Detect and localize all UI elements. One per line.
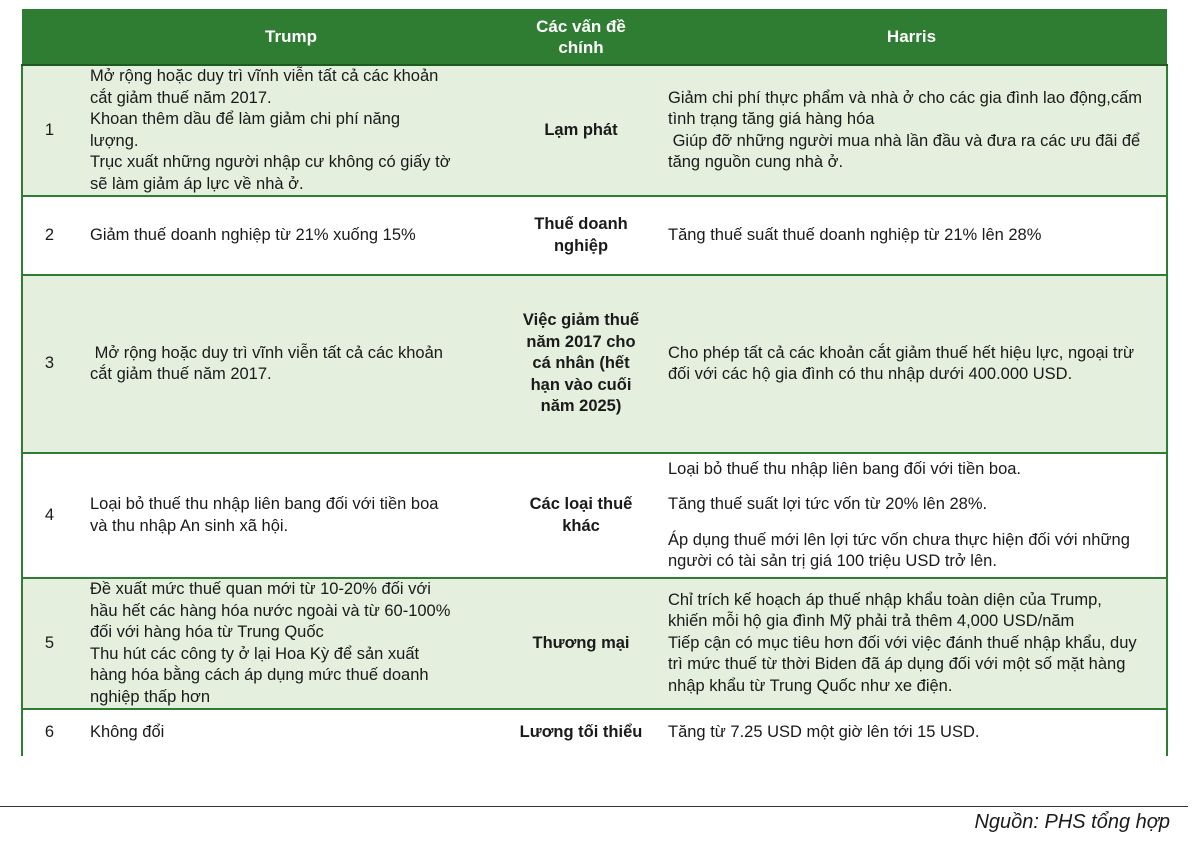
- harris-policy-line: Giảm chi phí thực phẩm và nhà ở cho các gia đình lao động,cấm: [668, 88, 1143, 107]
- harris-policy-cell: [656, 709, 1167, 756]
- trump-policy-line: sẽ làm giảm áp lực về nhà ở.: [90, 174, 304, 193]
- trump-policy-line: và thu nhập An sinh xã hội.: [90, 516, 289, 535]
- harris-policy-paragraph: [668, 459, 1146, 481]
- trump-policy-line: lượng.: [90, 131, 139, 150]
- table-header-row: [22, 9, 1167, 65]
- row-number: 2: [22, 196, 76, 275]
- trump-policy-line: Thu hút các công ty ở lại Hoa Kỳ để sản xuất: [90, 644, 420, 663]
- header-harris: Harris: [656, 9, 1167, 65]
- header-trump: Trump: [76, 9, 506, 65]
- issue-line: năm 2025): [540, 397, 622, 416]
- trump-policy-cell: [76, 65, 506, 196]
- trump-policy-cell: [76, 196, 506, 275]
- harris-policy-line: Tăng từ 7.25 USD một giờ lên tới 15 USD.: [668, 723, 980, 742]
- harris-policy-cell: [656, 65, 1167, 196]
- issue-line: Thương mại: [532, 633, 630, 652]
- issue-cell: [506, 578, 656, 709]
- table-body: [22, 65, 1167, 756]
- footer-divider: [0, 806, 1188, 807]
- issue-line: Việc giảm thuế: [522, 311, 640, 330]
- header-issue: [506, 9, 656, 65]
- table-row: [22, 709, 1167, 756]
- harris-policy-line: Loại bỏ thuế thu nhập liên bang đối với tiền boa.: [668, 459, 1022, 478]
- harris-policy-line: đối với các hộ gia đình có thu nhập dưới 400.000 USD.: [668, 365, 1073, 383]
- harris-policy-line: Chỉ trích kế hoạch áp thuế nhập khẩu toàn diện của Trump,: [668, 590, 1102, 609]
- issue-line: Lạm phát: [544, 120, 618, 139]
- trump-policy-line: Khoan thêm dầu để làm giảm chi phí năng: [90, 110, 401, 128]
- harris-policy-line: Áp dụng thuế mới lên lợi tức vốn chưa thực hiện đối với những: [668, 530, 1130, 549]
- table-row: [22, 196, 1167, 275]
- row-number: 6: [22, 709, 76, 756]
- issue-cell: [506, 275, 656, 453]
- row-number: 3: [22, 275, 76, 453]
- harris-policy-line: Cho phép tất cả các khoản cắt giảm thuế hết hiệu lực, ngoại trừ: [668, 343, 1135, 362]
- harris-policy-paragraph: [668, 530, 1146, 573]
- harris-policy-line: Tăng thuế suất lợi tức vốn từ 20% lên 28%.: [668, 495, 988, 513]
- harris-policy-line: khiến mỗi hộ gia đình Mỹ phải trả thêm 4,000 USD/năm: [668, 612, 1075, 631]
- source-note: Nguồn: PHS tổng hợp: [974, 811, 1170, 833]
- issue-line: hạn vào cuối: [530, 375, 632, 394]
- trump-policy-line: Mở rộng hoặc duy trì vĩnh viễn tất cả các khoản: [90, 343, 443, 362]
- trump-policy-line: hầu hết các hàng hóa nước ngoài và từ 60-100%: [90, 601, 451, 620]
- table-row: [22, 275, 1167, 453]
- trump-policy-line: Không đổi: [90, 723, 165, 742]
- trump-policy-cell: [76, 275, 506, 453]
- harris-policy-line: tăng nguồn cung nhà ở.: [668, 153, 844, 171]
- harris-policy-line: người có tài sản trị giá 100 triệu USD trở lên.: [668, 552, 997, 570]
- issue-line: Thuế doanh: [534, 215, 628, 233]
- trump-policy-line: Trục xuất những người nhập cư không có giấy tờ: [90, 153, 451, 171]
- issue-cell: [506, 65, 656, 196]
- row-number: 4: [22, 453, 76, 578]
- policy-comparison-table: [21, 9, 1168, 756]
- issue-line: nghiệp: [553, 236, 609, 255]
- row-number: 5: [22, 578, 76, 709]
- issue-line: năm 2017 cho: [526, 332, 636, 351]
- trump-policy-cell: [76, 578, 506, 709]
- harris-policy-line: tình trạng tăng giá hàng hóa: [668, 110, 875, 128]
- trump-policy-cell: [76, 709, 506, 756]
- table-row: [22, 65, 1167, 196]
- issue-cell: [506, 709, 656, 756]
- header-issue-line: chính: [558, 37, 604, 57]
- harris-policy-cell: [656, 196, 1167, 275]
- issue-line: cá nhân (hết: [532, 354, 630, 373]
- issue-cell: [506, 196, 656, 275]
- harris-policy-line: Giúp đỡ những người mua nhà lần đầu và đưa ra các ưu đãi để: [668, 131, 1141, 150]
- harris-policy-line: nhập khẩu từ Trung Quốc như xe điện.: [668, 676, 953, 695]
- trump-policy-line: cắt giảm thuế năm 2017.: [90, 365, 272, 383]
- trump-policy-line: Giảm thuế doanh nghiệp từ 21% xuống 15%: [90, 225, 416, 244]
- issue-cell: [506, 453, 656, 578]
- harris-policy-paragraph: [668, 494, 1146, 516]
- harris-policy-cell: [656, 453, 1167, 578]
- trump-policy-line: hàng hóa bằng cách áp dụng mức thuế doanh: [90, 666, 429, 684]
- table-row: [22, 578, 1167, 709]
- trump-policy-line: đối với hàng hóa từ Trung Quốc: [90, 623, 324, 641]
- trump-policy-line: Đề xuất mức thuế quan mới từ 10-20% đối với: [90, 580, 431, 598]
- trump-policy-line: Mở rộng hoặc duy trì vĩnh viễn tất cả các khoản: [90, 67, 439, 85]
- harris-policy-cell: [656, 275, 1167, 453]
- harris-policy-line: Tiếp cận có mục tiêu hơn đối với việc đánh thuế nhập khẩu, duy: [668, 633, 1137, 652]
- table-row: [22, 453, 1167, 578]
- trump-policy-line: Loại bỏ thuế thu nhập liên bang đối với tiền boa: [90, 495, 439, 513]
- row-number: 1: [22, 65, 76, 196]
- trump-policy-line: nghiệp thấp hơn: [90, 687, 211, 706]
- trump-policy-line: cắt giảm thuế năm 2017.: [90, 88, 272, 107]
- policy-comparison-table-wrapper: [21, 9, 1166, 756]
- issue-line: khác: [562, 516, 600, 535]
- header-issue-line: Các vấn đề: [536, 16, 626, 36]
- trump-policy-cell: [76, 453, 506, 578]
- harris-policy-line: Tăng thuế suất thuế doanh nghiệp từ 21% lên 28%: [668, 225, 1042, 244]
- issue-line: Các loại thuế: [529, 495, 633, 513]
- header-number: [22, 9, 76, 65]
- harris-policy-line: trì mức thuế từ thời Biden đã áp dụng đối với một số mặt hàng: [668, 655, 1126, 674]
- harris-policy-cell: [656, 578, 1167, 709]
- issue-line: Lương tối thiểu: [519, 723, 643, 742]
